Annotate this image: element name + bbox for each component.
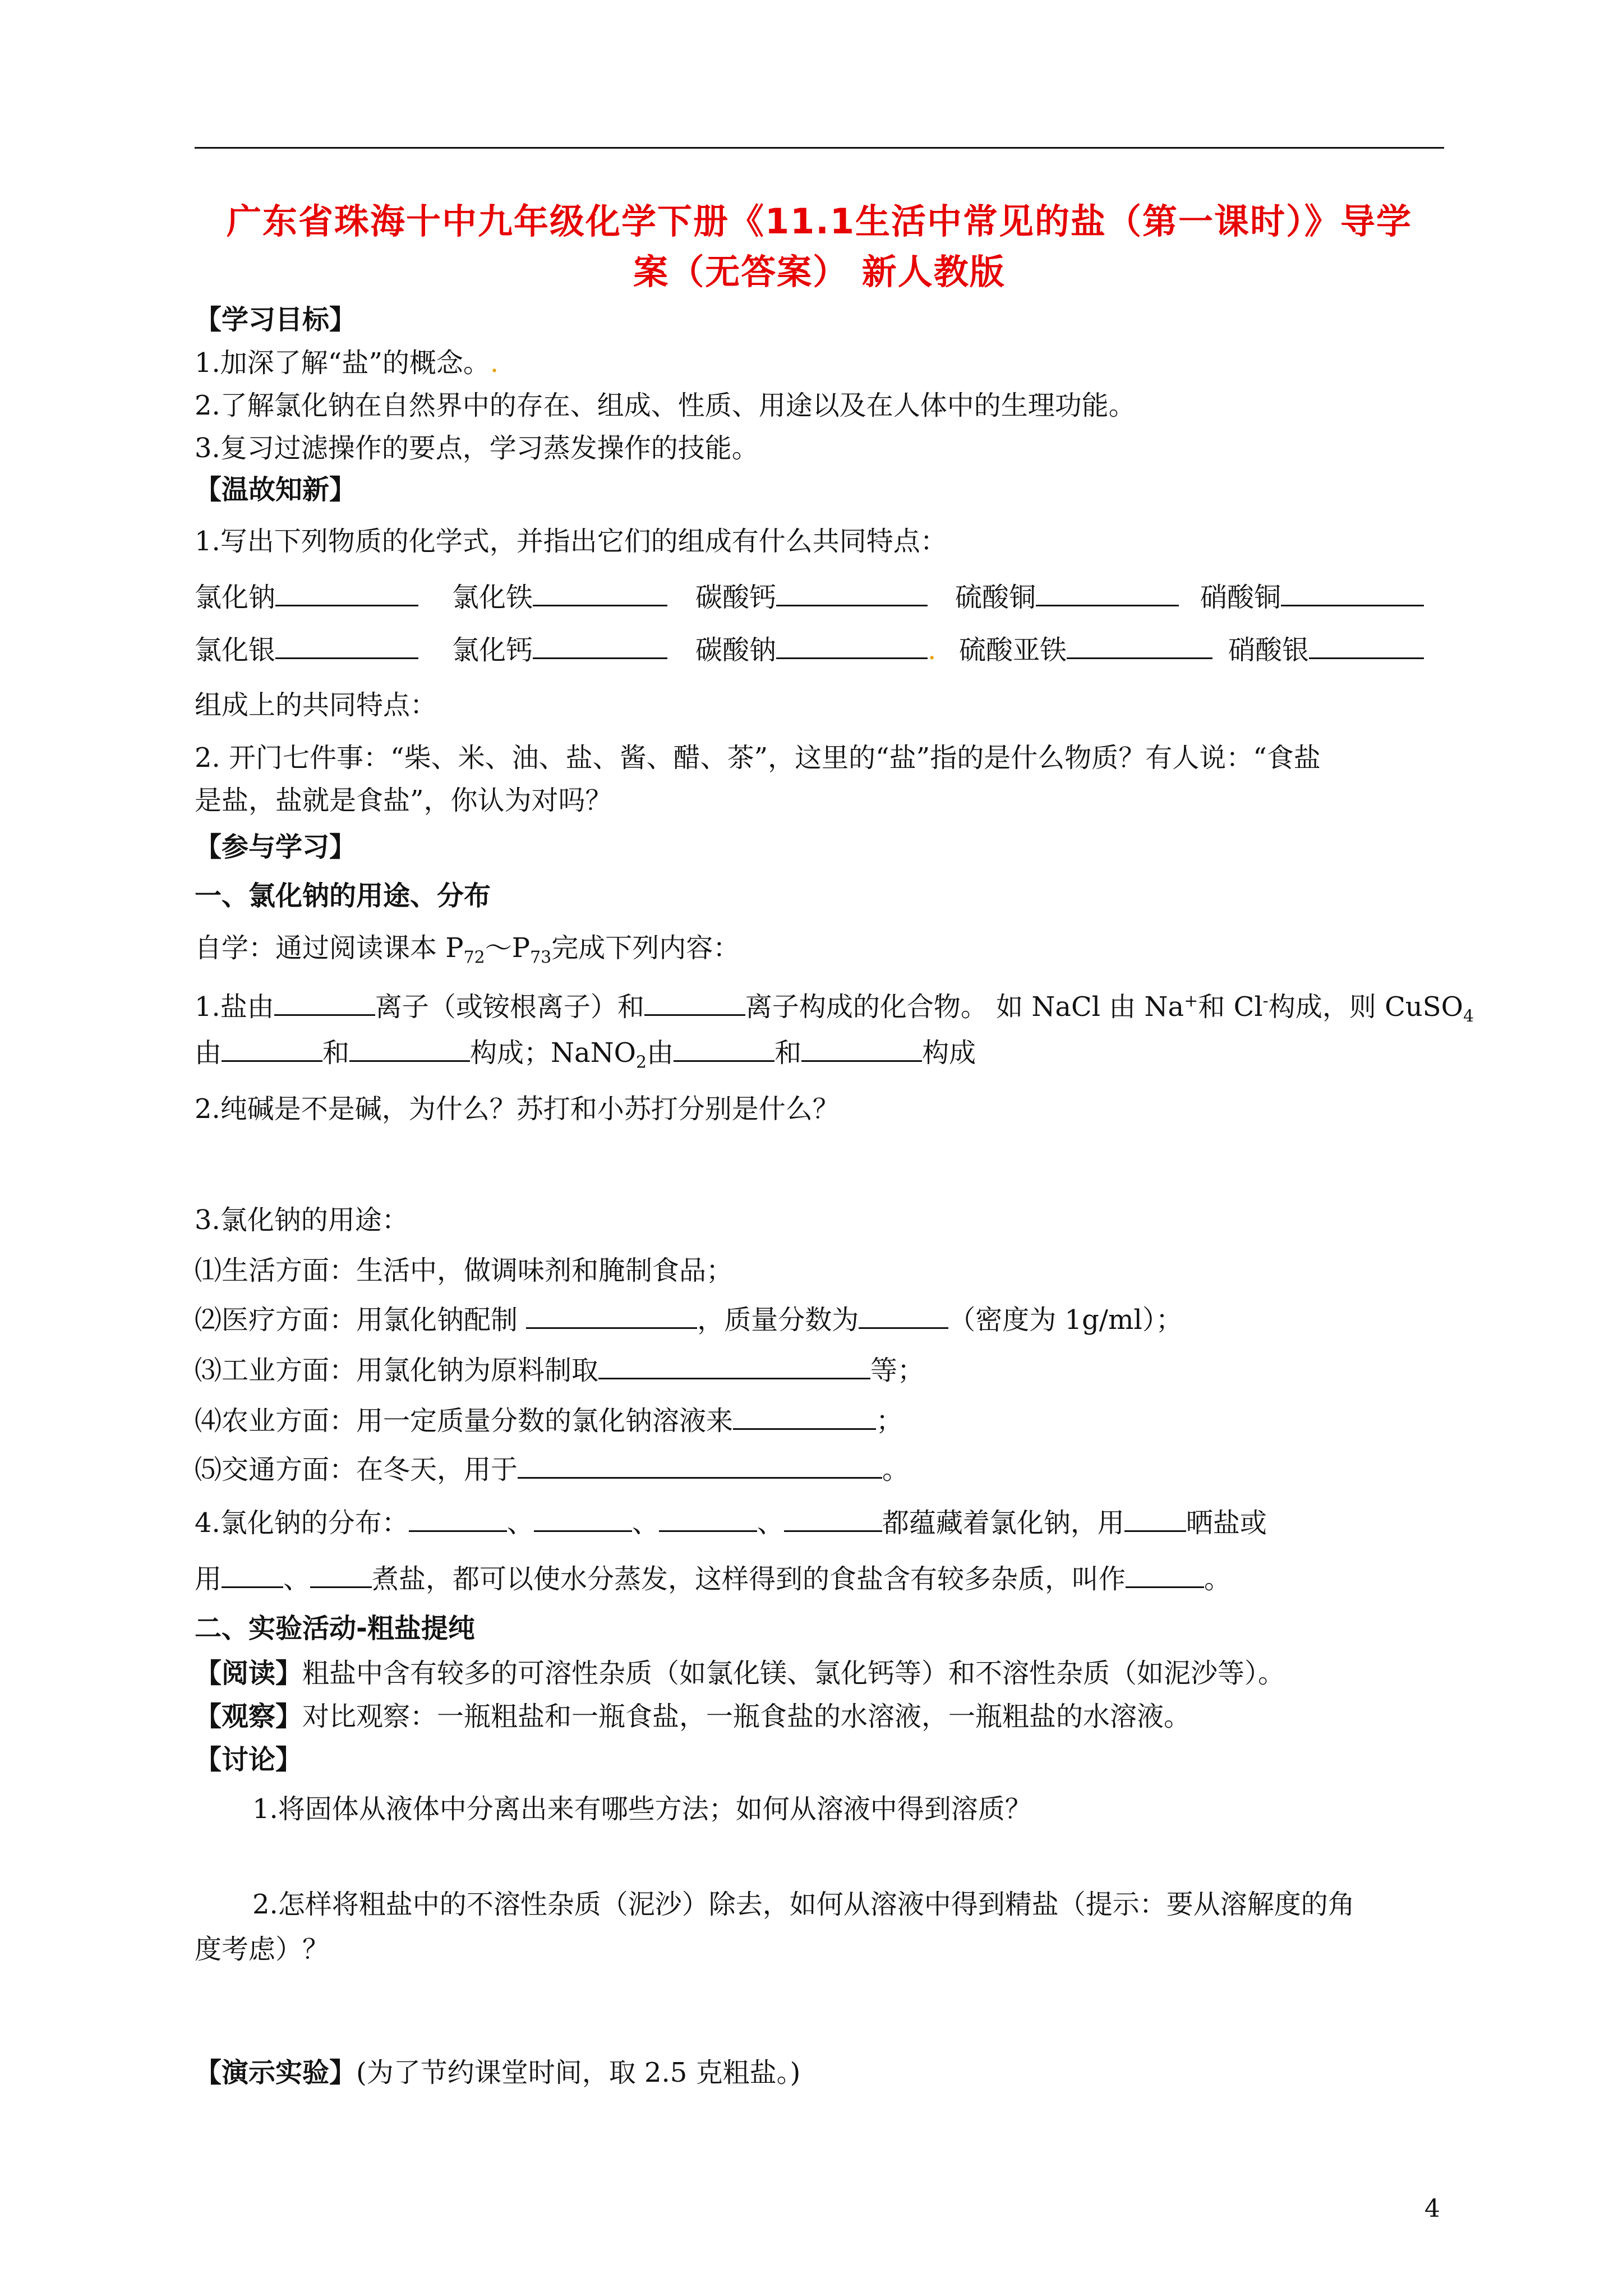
distribution-line2: 用 、 煮盐，都可以使水分蒸发，这样得到的食盐含有较多杂质，叫作 。 <box>195 1559 1231 1599</box>
discussion-question-1: 1.将固体从液体中分离出来有哪些方法；如何从溶液中得到溶质？ <box>252 1793 1032 1825</box>
use-medical: ⑵医疗方面：用氯化钠配制 ，质量分数为 （密度为 1g/ml）； <box>195 1300 1183 1340</box>
header-rule <box>195 147 1444 149</box>
formula-item: 碳酸钠 . <box>695 631 936 670</box>
use-industry: ⑶工业方面：用氯化钠为原料制取 等； <box>195 1351 924 1390</box>
use-life: ⑴生活方面：生活中，做调味剂和腌制食品； <box>195 1255 734 1286</box>
nacl-uses-heading: 3.氯化钠的用途： <box>195 1204 409 1236</box>
goal-item-3: 3.复习过滤操作的要点，学习蒸发操作的技能。 <box>195 432 759 464</box>
distribution-line1: 4.氯化钠的分布： 、 、 、 都蕴藏着氯化钠，用 晒盐或 <box>195 1503 1267 1543</box>
formula-item: 氯化铁 <box>452 578 667 617</box>
participate-heading: 【参与学习】 <box>195 831 357 863</box>
goals-heading: 【学习目标】 <box>195 304 357 335</box>
self-study-instruction: 自学：通过阅读课本 $P_{72}\sim P_{73}$完成下列内容： <box>195 932 740 968</box>
formula-item: 氯化银 <box>195 631 418 670</box>
doc-title-line1: 广东省珠海十中九年级化学下册《11.1生活中常见的盐（第一课时）》导学 <box>227 201 1412 242</box>
goal-item-2: 2.了解氯化钠在自然界中的存在、组成、性质、用途以及在人体中的生理功能。 <box>195 390 1136 421</box>
formula-item: 硝酸银 <box>1228 631 1424 670</box>
formula-item: 硫酸铜 <box>955 578 1179 617</box>
goal-item-1: 1.加深了解“盐”的概念。. <box>195 347 499 379</box>
salt-definition-line1: 1.盐由 离子（或铵根离子）和 离子构成的化合物。 如 NaCl 由 Na+和 Cl-构成，则 CuSO$_4$ <box>195 982 1474 1037</box>
formula-item: 硫酸亚铁 <box>959 631 1212 670</box>
discussion-question-2b: 度考虑）？ <box>195 1934 330 1965</box>
section-1-heading: 一、氯化钠的用途、分布 <box>195 880 491 912</box>
demo-experiment: 【演示实验】(为了节约课堂时间，取 2.5 克粗盐。) <box>195 2057 801 2088</box>
common-feature-label: 组成上的共同特点： <box>195 689 437 721</box>
review-question-2b: 是盐，盐就是食盐”，你认为对吗？ <box>195 785 612 816</box>
observation-paragraph: 【观察】对比观察：一瓶粗盐和一瓶食盐，一瓶食盐的水溶液，一瓶粗盐的水溶液。 <box>195 1701 1191 1732</box>
section-2-heading: 二、实验活动-粗盐提纯 <box>195 1613 475 1644</box>
salt-definition-line2: 由 和 构成；NaNO$_2$由 和 构成 <box>195 1033 976 1083</box>
use-traffic: ⑸交通方面：在冬天，用于 。 <box>195 1450 909 1489</box>
review-heading: 【温故知新】 <box>195 474 357 505</box>
review-question-1: 1.写出下列物质的化学式，并指出它们的组成有什么共同特点： <box>195 526 947 557</box>
formula-item: 氯化钠 <box>195 578 418 617</box>
review-question-2a: 2. 开门七件事：“柴、米、油、盐、酱、醋、茶”，这里的“盐”指的是什么物质？有人说：“食盐 <box>195 742 1321 774</box>
discussion-heading: 【讨论】 <box>195 1744 303 1775</box>
formula-item: 碳酸钙 <box>695 578 928 617</box>
page-number: 4 <box>1424 2194 1440 2223</box>
discussion-question-2a: 2.怎样将粗盐中的不溶性杂质（泥沙）除去，如何从溶液中得到精盐（提示：要从溶解度的角 <box>252 1889 1355 1920</box>
formula-item: 硝酸铜 <box>1200 578 1424 617</box>
use-agriculture: ⑷农业方面：用一定质量分数的氯化钠溶液来 ； <box>195 1401 903 1441</box>
reading-paragraph: 【阅读】粗盐中含有较多的可溶性杂质（如氯化镁、氯化钙等）和不溶性杂质（如泥沙等）。 <box>195 1658 1285 1689</box>
soda-question: 2.纯碱是不是碱，为什么？苏打和小苏打分别是什么？ <box>195 1093 840 1125</box>
doc-title-line2: 案（无答案） 新人教版 <box>633 251 1006 292</box>
formula-item: 氯化钙 <box>452 631 667 670</box>
